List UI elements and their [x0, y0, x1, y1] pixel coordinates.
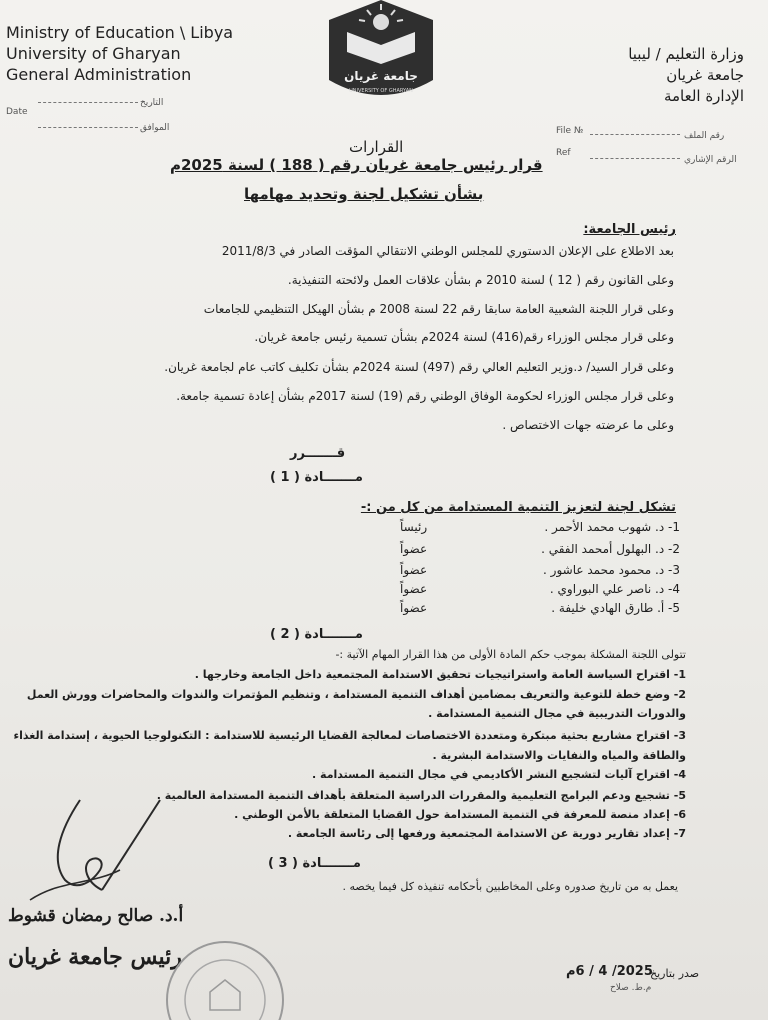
header-ar: [628, 44, 744, 107]
member-2-role: عضواً: [400, 542, 428, 556]
member-3-role: عضواً: [400, 563, 428, 577]
member-1-name: 1- د. شهوب محمد الأحمر .: [544, 520, 680, 534]
member-2-name: 2- د. البهلول أمحمد الفقي .: [541, 542, 680, 556]
corr-label-ar: الموافق: [140, 123, 170, 133]
task-3: 3- اقتراح مشاريع بحثية مبتكرة ومتعددة الاختصاصات لمعالجة القضايا الرئيسية للاستدامة : التكنولوجيا الحيوية ، إستدامة الغذاء: [13, 729, 686, 742]
issue-initials: م.ط. صلاح: [610, 983, 652, 993]
committee-intro: تشكل لجنة لتعزيز التنمية المستدامة من كل من :-: [360, 500, 676, 515]
ref-dotline: [590, 158, 680, 159]
corr-dotline: [38, 127, 138, 128]
logo-subtext: UNIVERSITY OF GHARYAN: [349, 88, 413, 94]
task-5: 5- تشجيع ودعم البرامج التعليمية والمقررات الدراسية المتعلقة بأهداف التنمية المستدامة العالمية .: [156, 789, 686, 802]
tasks-intro: تتولى اللجنة المشكلة بموجب حكم المادة الأولى من هذا القرار المهام الآتية :-: [335, 648, 686, 661]
header-ar-line-3: الإدارة العامة: [663, 87, 744, 105]
recital-2: وعلى القانون رقم ( 12 ) لسنة 2010 م بشأن علاقات العمل ولائحته التنفيذية.: [287, 273, 674, 287]
ref-label-ar: الرقم الإشاري: [684, 155, 737, 165]
signatory-name: أ.د. صالح رمضان قشوط: [8, 906, 184, 926]
task-3-cont: والطاقة والمياه والنفايات والاستدامة البشرية .: [432, 749, 686, 762]
task-2: 2- وضع خطة للتوعية والتعريف بمضامين أهداف التنمية المستدامة ، وتنظيم المؤتمرات والندوات والمحاضرات وورش العمل: [26, 688, 686, 701]
date-label-en: Date: [6, 107, 28, 117]
task-7: 7- إعداد تقارير دورية عن الاستدامة المجتمعية ورفعها إلى رئاسة الجامعة .: [287, 827, 686, 840]
date-label-ar: التاريخ: [140, 98, 164, 108]
file-label-en: File №: [556, 126, 584, 136]
recital-7: وعلى ما عرضته جهات الاختصاص .: [502, 418, 674, 432]
recital-6: وعلى قرار مجلس الوزراء لحكومة الوفاق الوطني رقم (19) لسنة 2017م بشأن إعادة تسمية جامعة.: [176, 389, 674, 403]
president-heading: رئيس الجامعة:: [583, 222, 676, 237]
recital-4: وعلى قرار مجلس الوزراء رقم(416) لسنة 2024م بشأن تسمية رئيس جامعة غريان.: [254, 330, 674, 344]
article-2-heading: مـــــــادة ( 2 ): [270, 627, 363, 642]
recital-1: بعد الاطلاع على الإعلان الدستوري للمجلس الوطني الانتقالي المؤقت الصادر في 2011/8/3: [221, 244, 674, 258]
date-dotline: [38, 102, 138, 103]
effective-clause: يعمل به من تاريخ صدوره وعلى المخاطبين بأحكامه تنفيذه كل فيما يخصه .: [342, 880, 678, 893]
decides-heading: قـــــــرر: [290, 446, 346, 461]
file-label-ar: رقم الملف: [684, 131, 725, 141]
task-6: 6- إعداد منصة للمعرفة في التنمية المستدامة حول القضايا المتعلقة بالأمن الوطني .: [234, 808, 686, 821]
member-5-role: عضواً: [400, 601, 428, 615]
recital-5: وعلى قرار السيد/ د.وزير التعليم العالي رقم (497) لسنة 2024م بشأن تكليف كاتب عام لجامعة غريان.: [164, 360, 674, 374]
decision-title: قرار رئيس جامعة غريان رقم ( 188 ) لسنة 2025م: [170, 156, 543, 174]
task-4: 4- اقتراح آليات لتشجيع النشر الأكاديمي في مجال التنمية المستدامة .: [312, 768, 686, 781]
member-5-name: 5- أ. طارق الهادي خليفة .: [551, 601, 680, 615]
recital-3: وعلى قرار اللجنة الشعبية العامة سابقا رقم 22 لسنة 2008 م بشأن الهيكل التنظيمي للجامعات: [203, 302, 674, 316]
task-2-cont: والدورات التدريبية في مجال التنمية المستدامة .: [428, 707, 686, 720]
issue-date-label: صدر بتاريخ: [650, 967, 700, 980]
article-3-heading: مـــــــادة ( 3 ): [268, 856, 361, 871]
university-logo: [329, 0, 433, 98]
university-stamp-icon: [160, 930, 290, 1020]
header-en-line-3: General Administration: [6, 65, 192, 84]
header-ar-line-2: جامعة غريان: [666, 66, 744, 84]
section-title: القرارات: [349, 138, 404, 156]
header-en: [6, 22, 233, 85]
member-4-name: 4- د. ناصر علي البوراوي .: [549, 582, 680, 596]
file-dotline: [590, 134, 680, 135]
handwritten-signature-icon: [20, 790, 170, 910]
header-ar-line-1: وزارة التعليم / ليبيا: [628, 45, 744, 63]
member-3-name: 3- د. محمود محمد عاشور .: [543, 563, 680, 577]
logo-text: جامعة غريان: [344, 69, 418, 83]
member-4-role: عضواً: [400, 582, 428, 596]
signatory-title: رئيس جامعة غريان: [8, 944, 182, 970]
ref-label-en: Ref: [556, 148, 571, 158]
header-en-line-2: University of Gharyan: [6, 44, 181, 63]
decision-subject: بشأن تشكيل لجنة وتحديد مهامها: [244, 185, 484, 203]
article-1-heading: مـــــــادة ( 1 ): [270, 470, 363, 485]
task-1: 1- اقتراح السياسة العامة واستراتيجيات تحقيق الاستدامة المجتمعية داخل الجامعة وخارجها .: [194, 668, 686, 681]
member-1-role: رئيساً: [400, 520, 428, 534]
header-en-line-1: Ministry of Education \ Libya: [6, 23, 234, 42]
issue-date-value: 2025/ 4 / 6م: [566, 964, 653, 979]
